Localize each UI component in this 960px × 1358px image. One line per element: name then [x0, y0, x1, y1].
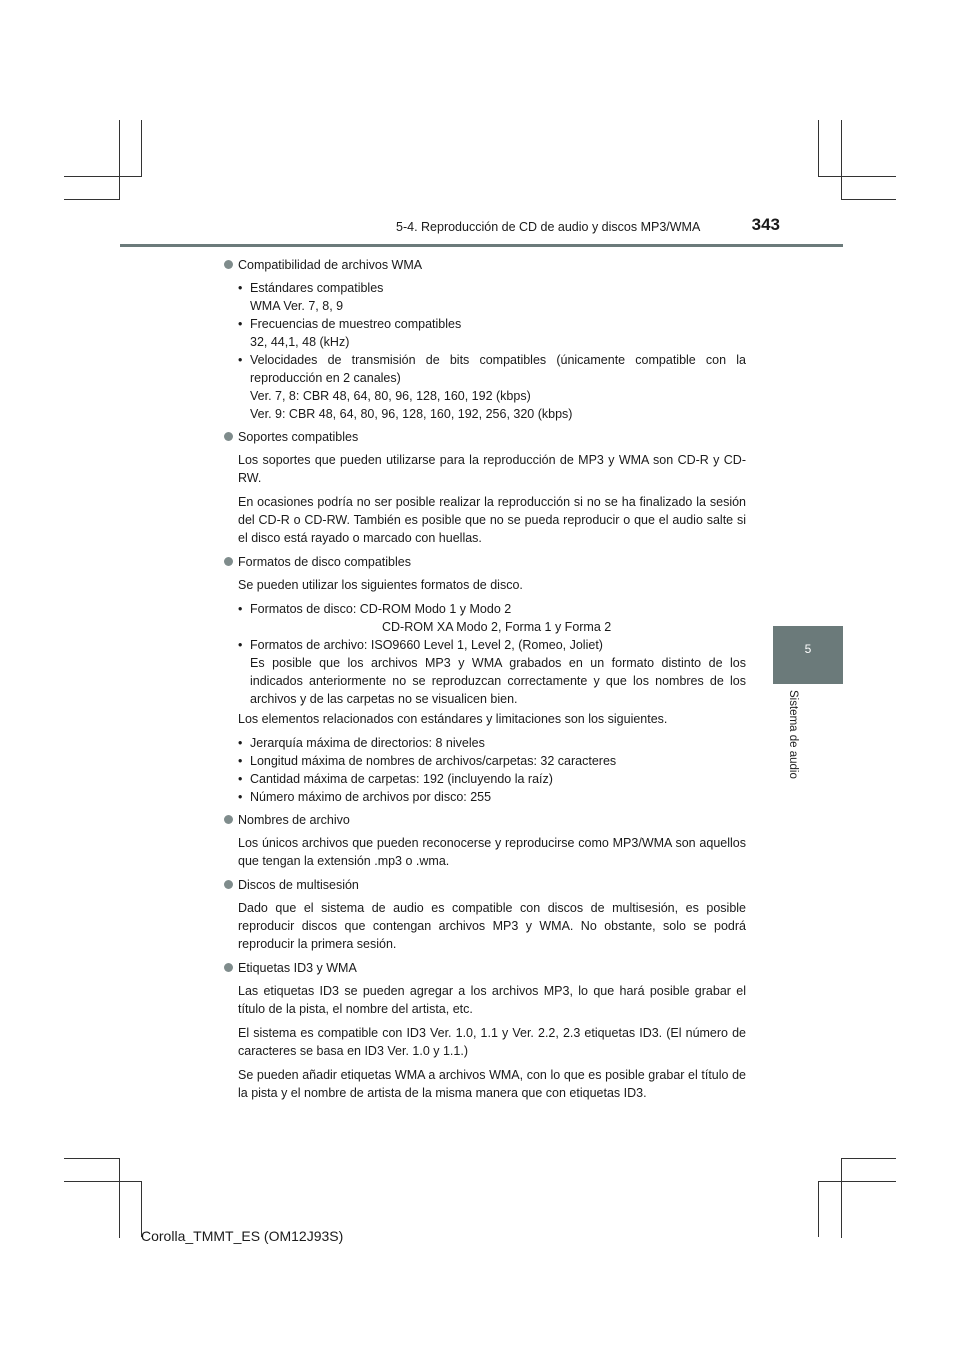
bullet-dot-icon: [224, 260, 233, 269]
section-filenames: [224, 811, 746, 870]
crop-mark: [818, 1181, 896, 1182]
format-list: [224, 600, 746, 708]
list-item: • Jerarquía máxima de directorios: 8 niveles: [238, 736, 485, 750]
list-item: • Velocidades de transmisión de bits compatibles (únicamente compatible con la reproducción en 2 canales) Ver. 7, 8: CBR 48, 64, 80, 96, 128, 160, 192 (kbps) Ver. 9: CBR 48, 64, 80, 96, 128, 160, 192, 256, 320 (kbps): [238, 353, 746, 421]
list-item: • Estándares compatibles WMA Ver. 7, 8, 9: [238, 281, 384, 313]
crop-mark: [141, 120, 142, 176]
list-item: • Longitud máxima de nombres de archivos/carpetas: 32 caracteres: [238, 754, 617, 768]
crop-mark: [119, 1158, 120, 1238]
page-number: 343: [751, 215, 780, 234]
section-heading: 5-4. Reproducción de CD de audio y discos MP3/WMA: [396, 220, 701, 234]
paragraph: Los soportes que pueden utilizarse para la reproducción de MP3 y WMA son CD-R y CD-RW.: [238, 453, 746, 485]
crop-mark: [841, 120, 842, 200]
main-content: [224, 256, 746, 1108]
crop-mark: [818, 120, 819, 176]
section-title: Compatibilidad de archivos WMA: [224, 256, 746, 274]
list-item: • Formatos de disco: CD-ROM Modo 1 y Modo 2 CD-ROM XA Modo 2, Forma 1 y Forma 2: [238, 602, 612, 634]
list-item: • Número máximo de archivos por disco: 255: [238, 790, 492, 804]
paragraph: Los elementos relacionados con estándares y limitaciones son los siguientes.: [238, 712, 668, 726]
spec-list: [224, 279, 746, 423]
crop-mark: [818, 176, 896, 177]
crop-mark: [818, 1181, 819, 1237]
footer-code: Corolla_TMMT_ES (OM12J93S): [141, 1228, 344, 1244]
paragraph: Dado que el sistema de audio es compatible con discos de multisesión, es posible reproducir discos que contengan archivos MP3 y WMA. No obstante, solo se podrá reproducir la primera sesión.: [238, 901, 746, 951]
list-item: • Cantidad máxima de carpetas: 192 (incluyendo la raíz): [238, 772, 553, 786]
crop-mark: [64, 1158, 120, 1159]
list-item: • Formatos de archivo: ISO9660 Level 1, Level 2, (Romeo, Joliet) Es posible que los archivos MP3 y WMA grabados en un formato distinto de los indicados anteriormente no se reproduzcan correctamente y que los nombres de los archivos y de las carpetas no se visualicen bien.: [238, 638, 746, 706]
crop-mark: [64, 176, 142, 177]
section-title: Nombres de archivo: [224, 811, 746, 829]
section-media: [224, 428, 746, 547]
section-wma: [224, 256, 746, 423]
bullet-dot-icon: [224, 432, 233, 441]
list-item: • Frecuencias de muestreo compatibles 32, 44,1, 48 (kHz): [238, 317, 462, 349]
bullet-dot-icon: [224, 557, 233, 566]
limits-list: [224, 734, 746, 806]
paragraph: Las etiquetas ID3 se pueden agregar a los archivos MP3, lo que hará posible grabar el título de la pista, el nombre del artista, etc.: [238, 984, 746, 1016]
paragraph: Se pueden añadir etiquetas WMA a archivos WMA, con lo que es posible grabar el título de la pista y el nombre de artista de la misma manera que con etiquetas ID3.: [238, 1068, 746, 1100]
paragraph: Se pueden utilizar los siguientes formatos de disco.: [238, 578, 523, 592]
chapter-label: Sistema de audio: [787, 690, 799, 779]
bullet-dot-icon: [224, 963, 233, 972]
section-title: Discos de multisesión: [224, 876, 746, 894]
chapter-tab: [773, 626, 843, 684]
crop-mark: [841, 1158, 842, 1238]
crop-mark: [64, 199, 120, 200]
section-tags: [224, 959, 746, 1102]
paragraph: El sistema es compatible con ID3 Ver. 1.0, 1.1 y Ver. 2.2, 2.3 etiquetas ID3. (El número de caracteres se basa en ID3 Ver. 1.0 y 1.1.): [238, 1026, 746, 1058]
paragraph: Los únicos archivos que pueden reconocerse y reproducirse como MP3/WMA son aquellos que tengan la extensión .mp3 o .wma.: [238, 836, 746, 868]
section-formats: [224, 553, 746, 806]
section-title: Soportes compatibles: [224, 428, 746, 446]
section-title: Etiquetas ID3 y WMA: [224, 959, 746, 977]
bullet-dot-icon: [224, 880, 233, 889]
header-rule: [120, 244, 843, 247]
paragraph: En ocasiones podría no ser posible realizar la reproducción si no se ha finalizado la sesión del CD-R o CD-RW. También es posible que no se pueda reproducir o que el audio salte si el disco está rayado o marcado con huellas.: [238, 495, 746, 545]
crop-mark: [119, 120, 120, 200]
crop-mark: [841, 1158, 896, 1159]
section-title: Formatos de disco compatibles: [224, 553, 746, 571]
crop-mark: [841, 199, 896, 200]
bullet-dot-icon: [224, 815, 233, 824]
section-multisession: [224, 876, 746, 953]
chapter-number: 5: [804, 642, 812, 656]
crop-mark: [64, 1181, 142, 1182]
